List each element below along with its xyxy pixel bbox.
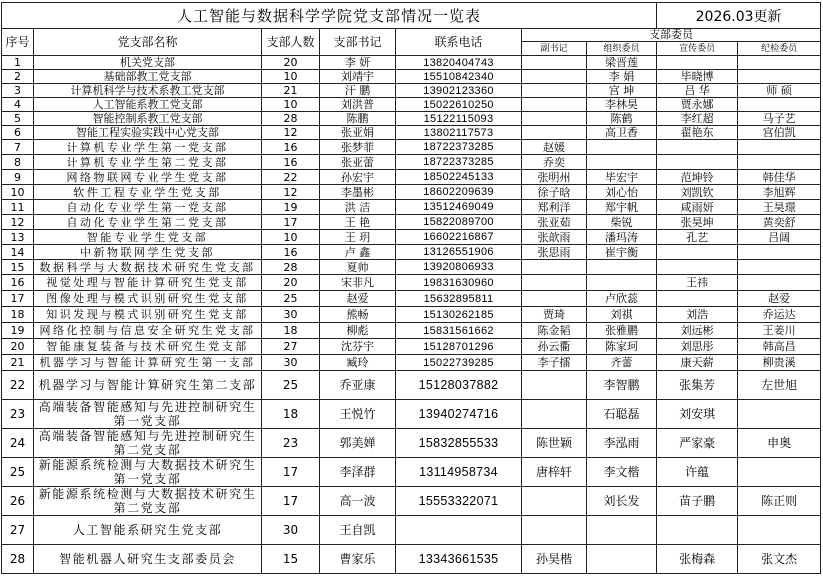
cell-secretary[interactable]: 李 妍 <box>320 56 396 70</box>
cell-index[interactable]: 9 <box>2 170 34 185</box>
cell-member-count[interactable]: 17 <box>262 458 320 487</box>
cell-phone[interactable]: 15831561662 <box>396 323 522 339</box>
cell-discipline-member[interactable]: 李旭辉 <box>738 185 821 200</box>
cell-discipline-member[interactable]: 张文杰 <box>738 545 821 574</box>
cell-organization-member[interactable]: 李泓雨 <box>587 429 657 458</box>
cell-member-count[interactable]: 19 <box>262 200 320 215</box>
cell-index[interactable]: 23 <box>2 400 34 429</box>
table-row <box>2 260 821 275</box>
cell-organization-member[interactable]: 刘祺 <box>587 307 657 323</box>
cell-member-count[interactable]: 17 <box>262 215 320 230</box>
header-index[interactable]: 序号 <box>2 29 34 56</box>
cell-publicity-member[interactable] <box>657 291 738 307</box>
cell-discipline-member[interactable] <box>738 70 821 84</box>
cell-phone[interactable]: 13920806933 <box>396 260 522 275</box>
cell-phone[interactable]: 15022610250 <box>396 98 522 112</box>
header-branch-name[interactable]: 党支部名称 <box>34 29 262 56</box>
cell-index[interactable]: 11 <box>2 200 34 215</box>
cell-index[interactable]: 5 <box>2 112 34 126</box>
cell-publicity-member[interactable]: 刘远彬 <box>657 323 738 339</box>
cell-organization-member[interactable] <box>587 516 657 545</box>
cell-phone[interactable]: 15822089700 <box>396 215 522 230</box>
table-row <box>2 200 821 215</box>
cell-deputy-secretary[interactable]: 唐梓轩 <box>522 458 587 487</box>
cell-index[interactable]: 6 <box>2 126 34 140</box>
table-row <box>2 291 821 307</box>
cell-publicity-member[interactable]: 康天薪 <box>657 355 738 371</box>
cell-phone[interactable]: 18602209639 <box>396 185 522 200</box>
cell-index[interactable]: 28 <box>2 545 34 574</box>
cell-deputy-secretary[interactable] <box>522 400 587 429</box>
cell-publicity-member[interactable]: 刘思彤 <box>657 339 738 355</box>
cell-member-count[interactable]: 27 <box>262 339 320 355</box>
cell-deputy-secretary[interactable]: 张亚茹 <box>522 215 587 230</box>
cell-phone[interactable]: 19831630960 <box>396 275 522 291</box>
cell-phone[interactable]: 15553322071 <box>396 487 522 516</box>
cell-branch-name[interactable]: 网络物联网专业学生党支部 <box>34 170 262 185</box>
cell-phone[interactable]: 13114958734 <box>396 458 522 487</box>
cell-deputy-secretary[interactable]: 乔奕 <box>522 155 587 170</box>
cell-deputy-secretary[interactable]: 张思雨 <box>522 245 587 260</box>
cell-organization-member[interactable]: 齐蕾 <box>587 355 657 371</box>
cell-organization-member[interactable]: 李文楷 <box>587 458 657 487</box>
cell-member-count[interactable]: 28 <box>262 260 320 275</box>
cell-deputy-secretary[interactable] <box>522 516 587 545</box>
cell-discipline-member[interactable]: 宫伯凯 <box>738 126 821 140</box>
cell-organization-member[interactable]: 柴锐 <box>587 215 657 230</box>
cell-discipline-member[interactable]: 韩高昌 <box>738 339 821 355</box>
cell-deputy-secretary[interactable]: 张明州 <box>522 170 587 185</box>
cell-organization-member[interactable]: 张雅鹏 <box>587 323 657 339</box>
cell-index[interactable]: 16 <box>2 275 34 291</box>
cell-member-count[interactable]: 10 <box>262 98 320 112</box>
cell-secretary[interactable]: 曹家乐 <box>320 545 396 574</box>
cell-publicity-member[interactable] <box>657 245 738 260</box>
table-row <box>2 98 821 112</box>
cell-organization-member[interactable]: 潘玛涛 <box>587 230 657 245</box>
cell-discipline-member[interactable]: 王昊璟 <box>738 200 821 215</box>
cell-discipline-member[interactable]: 左世旭 <box>738 371 821 400</box>
cell-secretary[interactable]: 李泽群 <box>320 458 396 487</box>
cell-branch-name[interactable]: 数据科学与大数据技术研究生党支部 <box>34 260 262 275</box>
table-row <box>2 275 821 291</box>
cell-member-count[interactable]: 28 <box>262 112 320 126</box>
cell-organization-member[interactable]: 李林昊 <box>587 98 657 112</box>
table-row <box>2 545 821 574</box>
cell-phone[interactable]: 13343661535 <box>396 545 522 574</box>
header-secretary[interactable]: 支部书记 <box>320 29 396 56</box>
cell-index[interactable]: 27 <box>2 516 34 545</box>
cell-organization-member[interactable]: 高卫香 <box>587 126 657 140</box>
cell-secretary[interactable]: 李墨彬 <box>320 185 396 200</box>
header-discipline-member[interactable]: 纪检委员 <box>738 42 821 56</box>
update-date[interactable]: 2026.03更新 <box>657 3 821 29</box>
cell-organization-member[interactable]: 李 娟 <box>587 70 657 84</box>
cell-discipline-member[interactable]: 吕阔 <box>738 230 821 245</box>
cell-member-count[interactable]: 18 <box>262 400 320 429</box>
header-committee[interactable]: 支部委员 <box>522 29 821 42</box>
cell-member-count[interactable]: 18 <box>262 323 320 339</box>
header-row <box>2 29 821 42</box>
cell-secretary[interactable]: 臧玲 <box>320 355 396 371</box>
cell-publicity-member[interactable]: 刘浩 <box>657 307 738 323</box>
header-deputy-secretary[interactable]: 副书记 <box>522 42 587 56</box>
cell-publicity-member[interactable]: 刘安琪 <box>657 400 738 429</box>
cell-index[interactable]: 26 <box>2 487 34 516</box>
cell-phone[interactable]: 13902123360 <box>396 84 522 98</box>
table-row <box>2 245 821 260</box>
table-row <box>2 429 821 458</box>
cell-deputy-secretary[interactable]: 赵媛 <box>522 140 587 155</box>
cell-index[interactable]: 7 <box>2 140 34 155</box>
cell-deputy-secretary[interactable]: 陈世颖 <box>522 429 587 458</box>
table-row <box>2 516 821 545</box>
cell-publicity-member[interactable]: 许蕴 <box>657 458 738 487</box>
branch-info-table <box>1 2 821 574</box>
cell-member-count[interactable]: 17 <box>262 487 320 516</box>
cell-index[interactable]: 14 <box>2 245 34 260</box>
cell-organization-member[interactable]: 刘心怡 <box>587 185 657 200</box>
cell-discipline-member[interactable] <box>738 458 821 487</box>
cell-member-count[interactable]: 25 <box>262 291 320 307</box>
cell-branch-name[interactable]: 计算机科学与技术系教工党支部 <box>34 84 262 98</box>
cell-publicity-member[interactable]: 孔艺 <box>657 230 738 245</box>
cell-branch-name[interactable]: 中新物联网学生党支部 <box>34 245 262 260</box>
header-organization-member[interactable]: 组织委员 <box>587 42 657 56</box>
cell-phone[interactable]: 15130262185 <box>396 307 522 323</box>
cell-member-count[interactable]: 30 <box>262 307 320 323</box>
cell-secretary[interactable]: 乔亚康 <box>320 371 396 400</box>
table-row <box>2 56 821 70</box>
cell-discipline-member[interactable]: 师 硕 <box>738 84 821 98</box>
cell-secretary[interactable]: 柳彪 <box>320 323 396 339</box>
cell-secretary[interactable]: 赵爱 <box>320 291 396 307</box>
table-row <box>2 215 821 230</box>
table-row <box>2 458 821 487</box>
cell-publicity-member[interactable] <box>657 516 738 545</box>
cell-publicity-member[interactable]: 范坤铃 <box>657 170 738 185</box>
table-row <box>2 112 821 126</box>
cell-publicity-member[interactable]: 王祎 <box>657 275 738 291</box>
cell-publicity-member[interactable]: 张昊坤 <box>657 215 738 230</box>
cell-index[interactable]: 22 <box>2 371 34 400</box>
cell-deputy-secretary[interactable] <box>522 126 587 140</box>
header-phone[interactable]: 联系电话 <box>396 29 522 56</box>
cell-index[interactable]: 21 <box>2 355 34 371</box>
cell-phone[interactable]: 13802117573 <box>396 126 522 140</box>
cell-publicity-member[interactable]: 李红超 <box>657 112 738 126</box>
cell-member-count[interactable]: 10 <box>262 70 320 84</box>
cell-publicity-member[interactable]: 刘凯钦 <box>657 185 738 200</box>
cell-secretary[interactable]: 陈鹏 <box>320 112 396 126</box>
cell-deputy-secretary[interactable] <box>522 260 587 275</box>
cell-publicity-member[interactable] <box>657 140 738 155</box>
cell-deputy-secretary[interactable]: 陈金韬 <box>522 323 587 339</box>
cell-discipline-member[interactable] <box>738 98 821 112</box>
cell-publicity-member[interactable]: 张集芳 <box>657 371 738 400</box>
cell-deputy-secretary[interactable]: 郑利洋 <box>522 200 587 215</box>
cell-phone[interactable]: 13820404743 <box>396 56 522 70</box>
cell-member-count[interactable]: 23 <box>262 429 320 458</box>
cell-secretary[interactable]: 高一波 <box>320 487 396 516</box>
cell-branch-name[interactable]: 计算机专业学生第一党支部 <box>34 140 262 155</box>
table-row <box>2 307 821 323</box>
cell-branch-name[interactable]: 视觉处理与智能计算研究生党支部 <box>34 275 262 291</box>
cell-secretary[interactable]: 王悦竹 <box>320 400 396 429</box>
cell-discipline-member[interactable]: 陈正则 <box>738 487 821 516</box>
cell-branch-name[interactable]: 网络化控制与信息安全研究生党支部 <box>34 323 262 339</box>
cell-branch-name[interactable]: 新能源系统检测与大数据技术研究生第二党支部 <box>34 487 262 516</box>
table-row <box>2 400 821 429</box>
cell-secretary[interactable]: 夏帅 <box>320 260 396 275</box>
cell-discipline-member[interactable]: 申奥 <box>738 429 821 458</box>
cell-member-count[interactable]: 21 <box>262 84 320 98</box>
cell-index[interactable]: 13 <box>2 230 34 245</box>
cell-phone[interactable]: 15832855533 <box>396 429 522 458</box>
cell-member-count[interactable]: 16 <box>262 140 320 155</box>
cell-discipline-member[interactable]: 乔运达 <box>738 307 821 323</box>
cell-deputy-secretary[interactable] <box>522 98 587 112</box>
table-row <box>2 339 821 355</box>
table-row <box>2 140 821 155</box>
cell-secretary[interactable]: 张梦菲 <box>320 140 396 155</box>
cell-deputy-secretary[interactable]: 张歆雨 <box>522 230 587 245</box>
cell-branch-name[interactable]: 高端装备智能感知与先进控制研究生第二党支部 <box>34 429 262 458</box>
cell-publicity-member[interactable]: 毕晓博 <box>657 70 738 84</box>
cell-branch-name[interactable]: 知识发现与模式识别研究生党支部 <box>34 307 262 323</box>
cell-branch-name[interactable]: 智能康复装备与技术研究生党支部 <box>34 339 262 355</box>
cell-organization-member[interactable]: 宫 坤 <box>587 84 657 98</box>
cell-publicity-member[interactable] <box>657 56 738 70</box>
table-row <box>2 355 821 371</box>
header-member-count[interactable]: 支部人数 <box>262 29 320 56</box>
cell-organization-member[interactable]: 陈鹤 <box>587 112 657 126</box>
cell-index[interactable]: 2 <box>2 70 34 84</box>
cell-secretary[interactable]: 沈芬宇 <box>320 339 396 355</box>
cell-branch-name[interactable]: 自动化专业学生第二党支部 <box>34 215 262 230</box>
cell-discipline-member[interactable]: 赵爱 <box>738 291 821 307</box>
cell-secretary[interactable]: 卢 鑫 <box>320 245 396 260</box>
cell-discipline-member[interactable] <box>738 260 821 275</box>
cell-organization-member[interactable] <box>587 260 657 275</box>
cell-index[interactable]: 19 <box>2 323 34 339</box>
cell-index[interactable]: 4 <box>2 98 34 112</box>
cell-publicity-member[interactable]: 咸雨妍 <box>657 200 738 215</box>
cell-branch-name[interactable]: 软件工程专业学生党支部 <box>34 185 262 200</box>
cell-secretary[interactable]: 刘靖宇 <box>320 70 396 84</box>
table-row <box>2 84 821 98</box>
cell-discipline-member[interactable] <box>738 140 821 155</box>
cell-deputy-secretary[interactable] <box>522 291 587 307</box>
cell-index[interactable]: 24 <box>2 429 34 458</box>
table-row <box>2 323 821 339</box>
sheet-title[interactable]: 人工智能与数据科学学院党支部情况一览表 <box>2 3 657 29</box>
cell-branch-name[interactable]: 计算机专业学生第二党支部 <box>34 155 262 170</box>
table-row <box>2 155 821 170</box>
cell-branch-name[interactable]: 智能专业学生党支部 <box>34 230 262 245</box>
cell-deputy-secretary[interactable] <box>522 371 587 400</box>
cell-deputy-secretary[interactable] <box>522 112 587 126</box>
cell-branch-name[interactable]: 新能源系统检测与大数据技术研究生第一党支部 <box>34 458 262 487</box>
cell-organization-member[interactable]: 李智鹏 <box>587 371 657 400</box>
cell-secretary[interactable]: 孙宏宇 <box>320 170 396 185</box>
cell-phone[interactable]: 15122115093 <box>396 112 522 126</box>
cell-branch-name[interactable]: 图像处理与模式识别研究生党支部 <box>34 291 262 307</box>
cell-publicity-member[interactable] <box>657 260 738 275</box>
cell-branch-name[interactable]: 人工智能系教工党支部 <box>34 98 262 112</box>
cell-phone[interactable]: 15632895811 <box>396 291 522 307</box>
cell-secretary[interactable]: 汗 鹏 <box>320 84 396 98</box>
cell-phone[interactable]: 13940274716 <box>396 400 522 429</box>
table-row <box>2 185 821 200</box>
cell-branch-name[interactable]: 智能机器人研究生支部委员会 <box>34 545 262 574</box>
cell-member-count[interactable]: 22 <box>262 170 320 185</box>
cell-organization-member[interactable]: 崔宇衡 <box>587 245 657 260</box>
cell-publicity-member[interactable]: 贾永娜 <box>657 98 738 112</box>
cell-discipline-member[interactable]: 黄奕舒 <box>738 215 821 230</box>
cell-organization-member[interactable]: 陈家珂 <box>587 339 657 355</box>
cell-deputy-secretary[interactable] <box>522 487 587 516</box>
cell-discipline-member[interactable] <box>738 155 821 170</box>
cell-deputy-secretary[interactable] <box>522 84 587 98</box>
table-row <box>2 371 821 400</box>
cell-phone[interactable]: 15128701296 <box>396 339 522 355</box>
cell-publicity-member[interactable]: 苗子鹏 <box>657 487 738 516</box>
cell-member-count[interactable]: 10 <box>262 230 320 245</box>
cell-publicity-member[interactable]: 翟艳东 <box>657 126 738 140</box>
cell-publicity-member[interactable]: 吕 华 <box>657 84 738 98</box>
cell-secretary[interactable]: 熊畅 <box>320 307 396 323</box>
cell-deputy-secretary[interactable] <box>522 56 587 70</box>
cell-phone[interactable]: 13512469049 <box>396 200 522 215</box>
cell-index[interactable]: 15 <box>2 260 34 275</box>
cell-phone[interactable] <box>396 516 522 545</box>
cell-discipline-member[interactable] <box>738 245 821 260</box>
cell-organization-member[interactable] <box>587 545 657 574</box>
cell-secretary[interactable]: 刘洪普 <box>320 98 396 112</box>
cell-member-count[interactable]: 12 <box>262 126 320 140</box>
cell-branch-name[interactable]: 人工智能系研究生党支部 <box>34 516 262 545</box>
cell-discipline-member[interactable]: 马子艺 <box>738 112 821 126</box>
cell-branch-name[interactable]: 自动化专业学生第一党支部 <box>34 200 262 215</box>
table-body <box>2 56 821 574</box>
header-publicity-member[interactable]: 宣传委员 <box>657 42 738 56</box>
cell-organization-member[interactable]: 毕宏宇 <box>587 170 657 185</box>
table-row <box>2 170 821 185</box>
cell-index[interactable]: 10 <box>2 185 34 200</box>
table-row <box>2 70 821 84</box>
cell-organization-member[interactable] <box>587 140 657 155</box>
cell-member-count[interactable]: 12 <box>262 185 320 200</box>
cell-deputy-secretary[interactable] <box>522 70 587 84</box>
cell-deputy-secretary[interactable]: 李子擂 <box>522 355 587 371</box>
cell-branch-name[interactable]: 高端装备智能感知与先进控制研究生第一党支部 <box>34 400 262 429</box>
cell-branch-name[interactable]: 智能工程实验实践中心党支部 <box>34 126 262 140</box>
cell-phone[interactable]: 15128037882 <box>396 371 522 400</box>
cell-member-count[interactable]: 30 <box>262 516 320 545</box>
cell-organization-member[interactable]: 梁晋莲 <box>587 56 657 70</box>
cell-member-count[interactable]: 15 <box>262 545 320 574</box>
cell-deputy-secretary[interactable]: 徐子晗 <box>522 185 587 200</box>
cell-secretary[interactable]: 王自凯 <box>320 516 396 545</box>
cell-phone[interactable]: 18502245133 <box>396 170 522 185</box>
cell-discipline-member[interactable]: 韩佳华 <box>738 170 821 185</box>
cell-phone[interactable]: 13126551906 <box>396 245 522 260</box>
cell-publicity-member[interactable]: 严家豪 <box>657 429 738 458</box>
cell-secretary[interactable]: 张亚娟 <box>320 126 396 140</box>
title-row <box>2 3 821 29</box>
cell-secretary[interactable]: 郭美婵 <box>320 429 396 458</box>
cell-deputy-secretary[interactable] <box>522 275 587 291</box>
table-row <box>2 487 821 516</box>
cell-discipline-member[interactable]: 柳贵溪 <box>738 355 821 371</box>
table-row <box>2 126 821 140</box>
cell-branch-name[interactable]: 基础部教工党支部 <box>34 70 262 84</box>
cell-organization-member[interactable] <box>587 155 657 170</box>
cell-phone[interactable]: 18722373285 <box>396 155 522 170</box>
cell-discipline-member[interactable]: 王姜川 <box>738 323 821 339</box>
cell-deputy-secretary[interactable]: 贾琦 <box>522 307 587 323</box>
cell-secretary[interactable]: 洪 洁 <box>320 200 396 215</box>
cell-index[interactable]: 17 <box>2 291 34 307</box>
cell-member-count[interactable]: 25 <box>262 371 320 400</box>
cell-phone[interactable]: 15510842340 <box>396 70 522 84</box>
cell-deputy-secretary[interactable]: 孙云衢 <box>522 339 587 355</box>
cell-organization-member[interactable]: 刘长发 <box>587 487 657 516</box>
cell-organization-member[interactable]: 卢欣蕊 <box>587 291 657 307</box>
cell-index[interactable]: 12 <box>2 215 34 230</box>
cell-index[interactable]: 20 <box>2 339 34 355</box>
cell-organization-member[interactable]: 石聪磊 <box>587 400 657 429</box>
cell-deputy-secretary[interactable]: 孙昊楷 <box>522 545 587 574</box>
cell-index[interactable]: 25 <box>2 458 34 487</box>
cell-publicity-member[interactable]: 张梅森 <box>657 545 738 574</box>
cell-publicity-member[interactable] <box>657 155 738 170</box>
cell-organization-member[interactable]: 郑宇帆 <box>587 200 657 215</box>
table-row <box>2 230 821 245</box>
cell-secretary[interactable]: 王 艳 <box>320 215 396 230</box>
cell-organization-member[interactable] <box>587 275 657 291</box>
cell-secretary[interactable]: 王 玥 <box>320 230 396 245</box>
cell-discipline-member[interactable] <box>738 56 821 70</box>
cell-index[interactable]: 8 <box>2 155 34 170</box>
cell-branch-name[interactable]: 智能控制系教工党支部 <box>34 112 262 126</box>
cell-member-count[interactable]: 16 <box>262 245 320 260</box>
cell-member-count[interactable]: 16 <box>262 155 320 170</box>
cell-phone[interactable]: 16602216867 <box>396 230 522 245</box>
cell-index[interactable]: 3 <box>2 84 34 98</box>
cell-index[interactable]: 1 <box>2 56 34 70</box>
cell-index[interactable]: 18 <box>2 307 34 323</box>
cell-discipline-member[interactable] <box>738 275 821 291</box>
cell-member-count[interactable]: 20 <box>262 56 320 70</box>
cell-discipline-member[interactable] <box>738 516 821 545</box>
cell-phone[interactable]: 15022739285 <box>396 355 522 371</box>
cell-discipline-member[interactable] <box>738 400 821 429</box>
cell-branch-name[interactable]: 机器学习与智能计算研究生第二支部 <box>34 371 262 400</box>
cell-member-count[interactable]: 20 <box>262 275 320 291</box>
cell-secretary[interactable]: 张亚蕾 <box>320 155 396 170</box>
cell-branch-name[interactable]: 机器学习与智能计算研究生第一支部 <box>34 355 262 371</box>
cell-branch-name[interactable]: 机关党支部 <box>34 56 262 70</box>
cell-secretary[interactable]: 宋非凡 <box>320 275 396 291</box>
cell-phone[interactable]: 18722373285 <box>396 140 522 155</box>
cell-member-count[interactable]: 30 <box>262 355 320 371</box>
